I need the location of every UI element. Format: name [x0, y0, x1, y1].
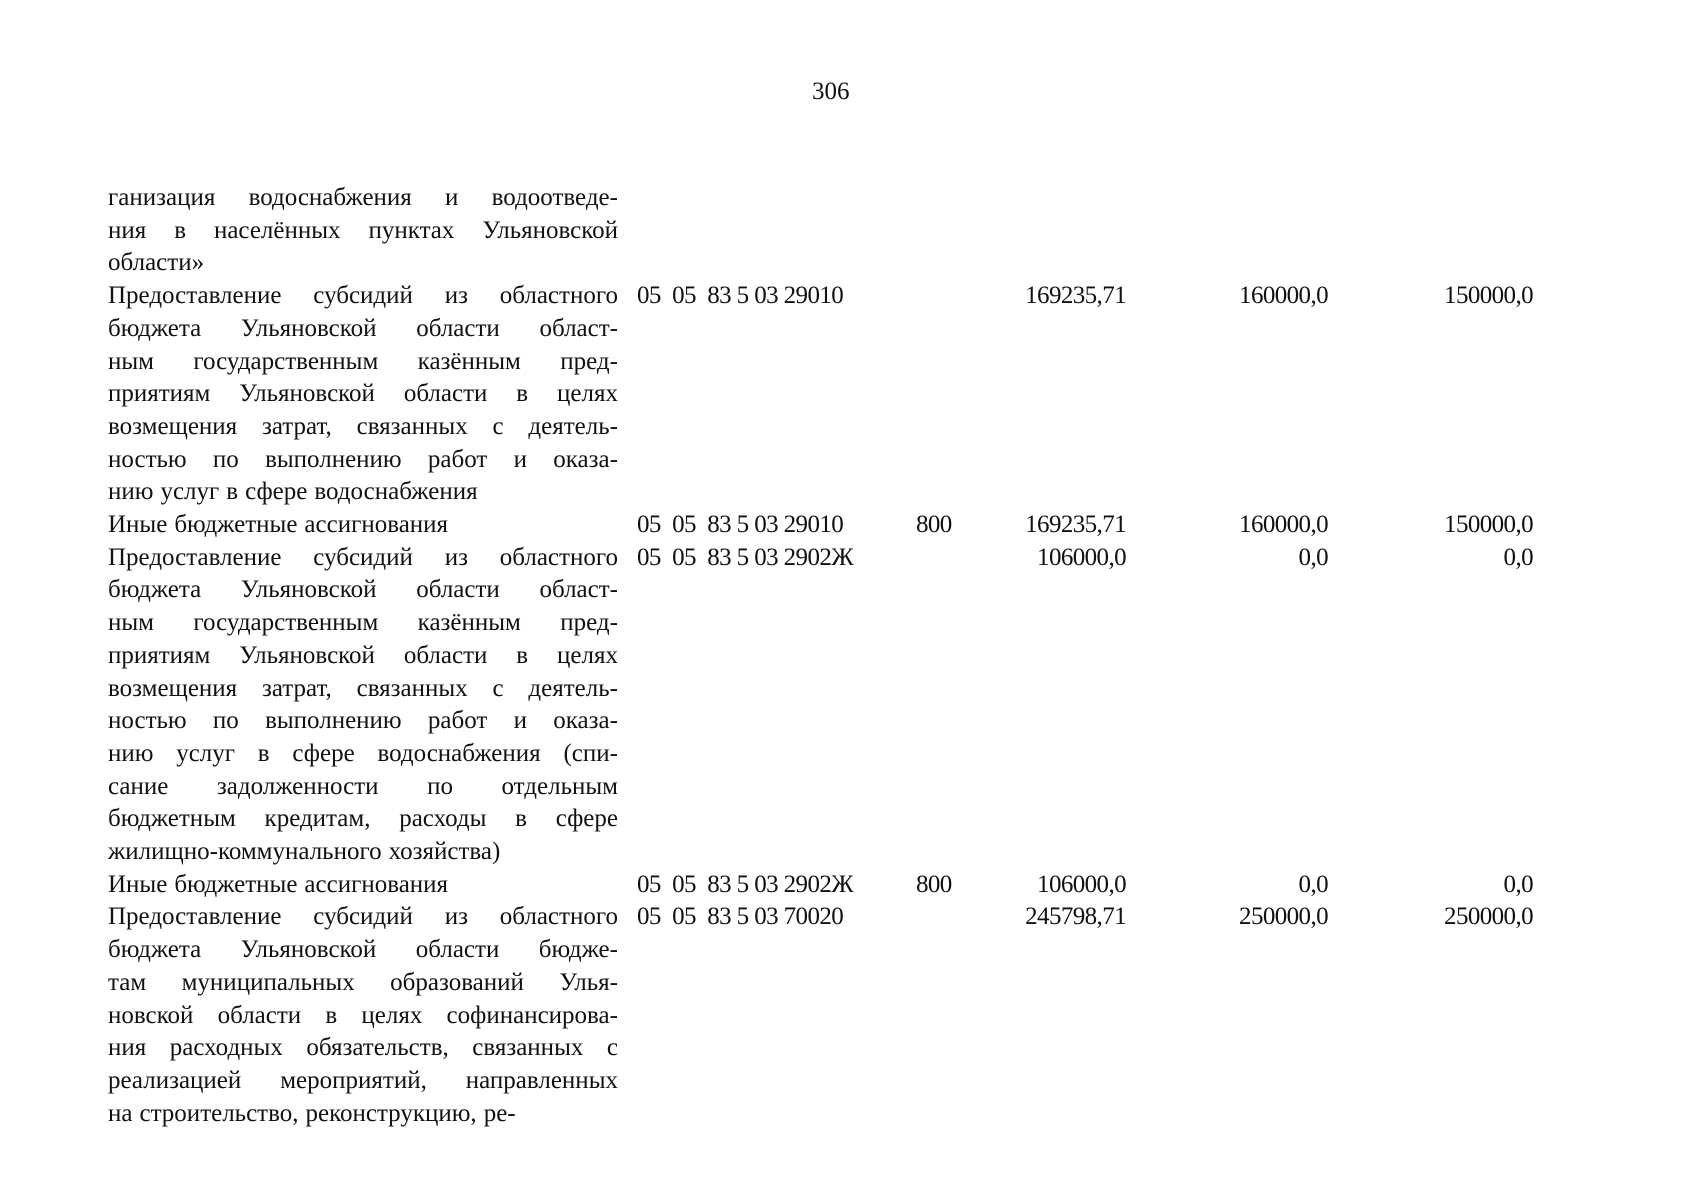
amount-year-3: 150000,0 [1444, 511, 1533, 539]
description-line: возмещения затрат, связанных с деятель- [108, 674, 618, 702]
amount-year-2: 160000,0 [1239, 282, 1328, 310]
row-description [108, 901, 618, 1130]
description-line: ностью по выполнению работ и оказа- [108, 445, 618, 473]
table-row [108, 542, 1548, 869]
amount-year-3: 0,0 [1503, 543, 1533, 571]
description-line: ганизация водоснабжения и водоотведе- [108, 184, 618, 211]
row-description [108, 280, 618, 509]
amount-year-3: 150000,0 [1444, 282, 1533, 310]
description-line: ностью по выполнению работ и оказа- [108, 707, 618, 735]
amount-year-1: 245798,71 [1025, 903, 1126, 931]
amount-year-2: 0,0 [1298, 543, 1328, 571]
description-line: бюджета Ульяновской области област- [108, 314, 618, 342]
budget-code: 05 05 83 5 03 70020 [637, 903, 844, 931]
amount-year-2: 160000,0 [1239, 511, 1328, 539]
amount-year-2: 250000,0 [1239, 903, 1328, 931]
description-line: Предоставление субсидий из областного [108, 282, 618, 310]
amount-year-1: 169235,71 [1025, 282, 1126, 310]
budget-code: 05 05 83 5 03 2902Ж [637, 543, 854, 571]
expense-type: 800 [916, 870, 952, 898]
table-row [108, 280, 1548, 509]
amount-year-1: 106000,0 [1037, 870, 1126, 898]
description-line: Иные бюджетные ассигнования [108, 870, 449, 898]
amount-year-3: 250000,0 [1444, 903, 1533, 931]
description-line: бюджета Ульяновской области област- [108, 576, 618, 604]
page-number: 306 [812, 78, 850, 105]
description-line: на строительство, реконструкцию, ре- [108, 1099, 516, 1127]
amount-year-1: 169235,71 [1025, 511, 1126, 539]
expense-type: 800 [916, 511, 952, 539]
description-line: нию услуг в сфере водоснабжения [108, 478, 478, 506]
description-line: возмещения затрат, связанных с деятель- [108, 412, 618, 440]
amount-year-1: 106000,0 [1037, 543, 1126, 571]
description-line: приятиям Ульяновской области в целях [108, 641, 618, 669]
budget-table [108, 182, 1548, 1130]
description-line: реализацией мероприятий, направленных [108, 1066, 618, 1094]
description-line: там муниципальных образований Улья- [108, 968, 618, 996]
table-row [108, 509, 1548, 542]
budget-code: 05 05 83 5 03 29010 [637, 511, 844, 539]
description-line: области» [108, 249, 205, 277]
description-line: Иные бюджетные ассигнования [108, 511, 449, 539]
description-line: ния в населённых пунктах Ульяновской [108, 216, 618, 244]
amount-year-2: 0,0 [1298, 870, 1328, 898]
row-description [108, 509, 618, 542]
description-line: Предоставление субсидий из областного [108, 903, 618, 931]
description-line: ным государственным казённым пред- [108, 347, 618, 375]
budget-code: 05 05 83 5 03 2902Ж [637, 870, 854, 898]
description-line: Предоставление субсидий из областного [108, 543, 618, 571]
row-description [108, 542, 618, 869]
description-line: ным государственным казённым пред- [108, 609, 618, 637]
row-description [108, 182, 618, 280]
table-row [108, 182, 1548, 280]
description-line: нию услуг в сфере водоснабжения (спи- [108, 739, 618, 767]
description-line: жилищно-коммунального хозяйства) [108, 838, 501, 866]
description-line: ния расходных обязательств, связанных с [108, 1034, 618, 1062]
description-line: новской области в целях софинансирова- [108, 1001, 618, 1029]
description-line: бюджетным кредитам, расходы в сфере [108, 805, 618, 833]
row-description [108, 869, 618, 902]
description-line: приятиям Ульяновской области в целях [108, 380, 618, 408]
table-row [108, 901, 1548, 1130]
description-line: бюджета Ульяновской области бюдже- [108, 936, 618, 964]
table-row [108, 869, 1548, 902]
description-line: сание задолженности по отдельным [108, 772, 618, 800]
amount-year-3: 0,0 [1503, 870, 1533, 898]
budget-code: 05 05 83 5 03 29010 [637, 282, 844, 310]
